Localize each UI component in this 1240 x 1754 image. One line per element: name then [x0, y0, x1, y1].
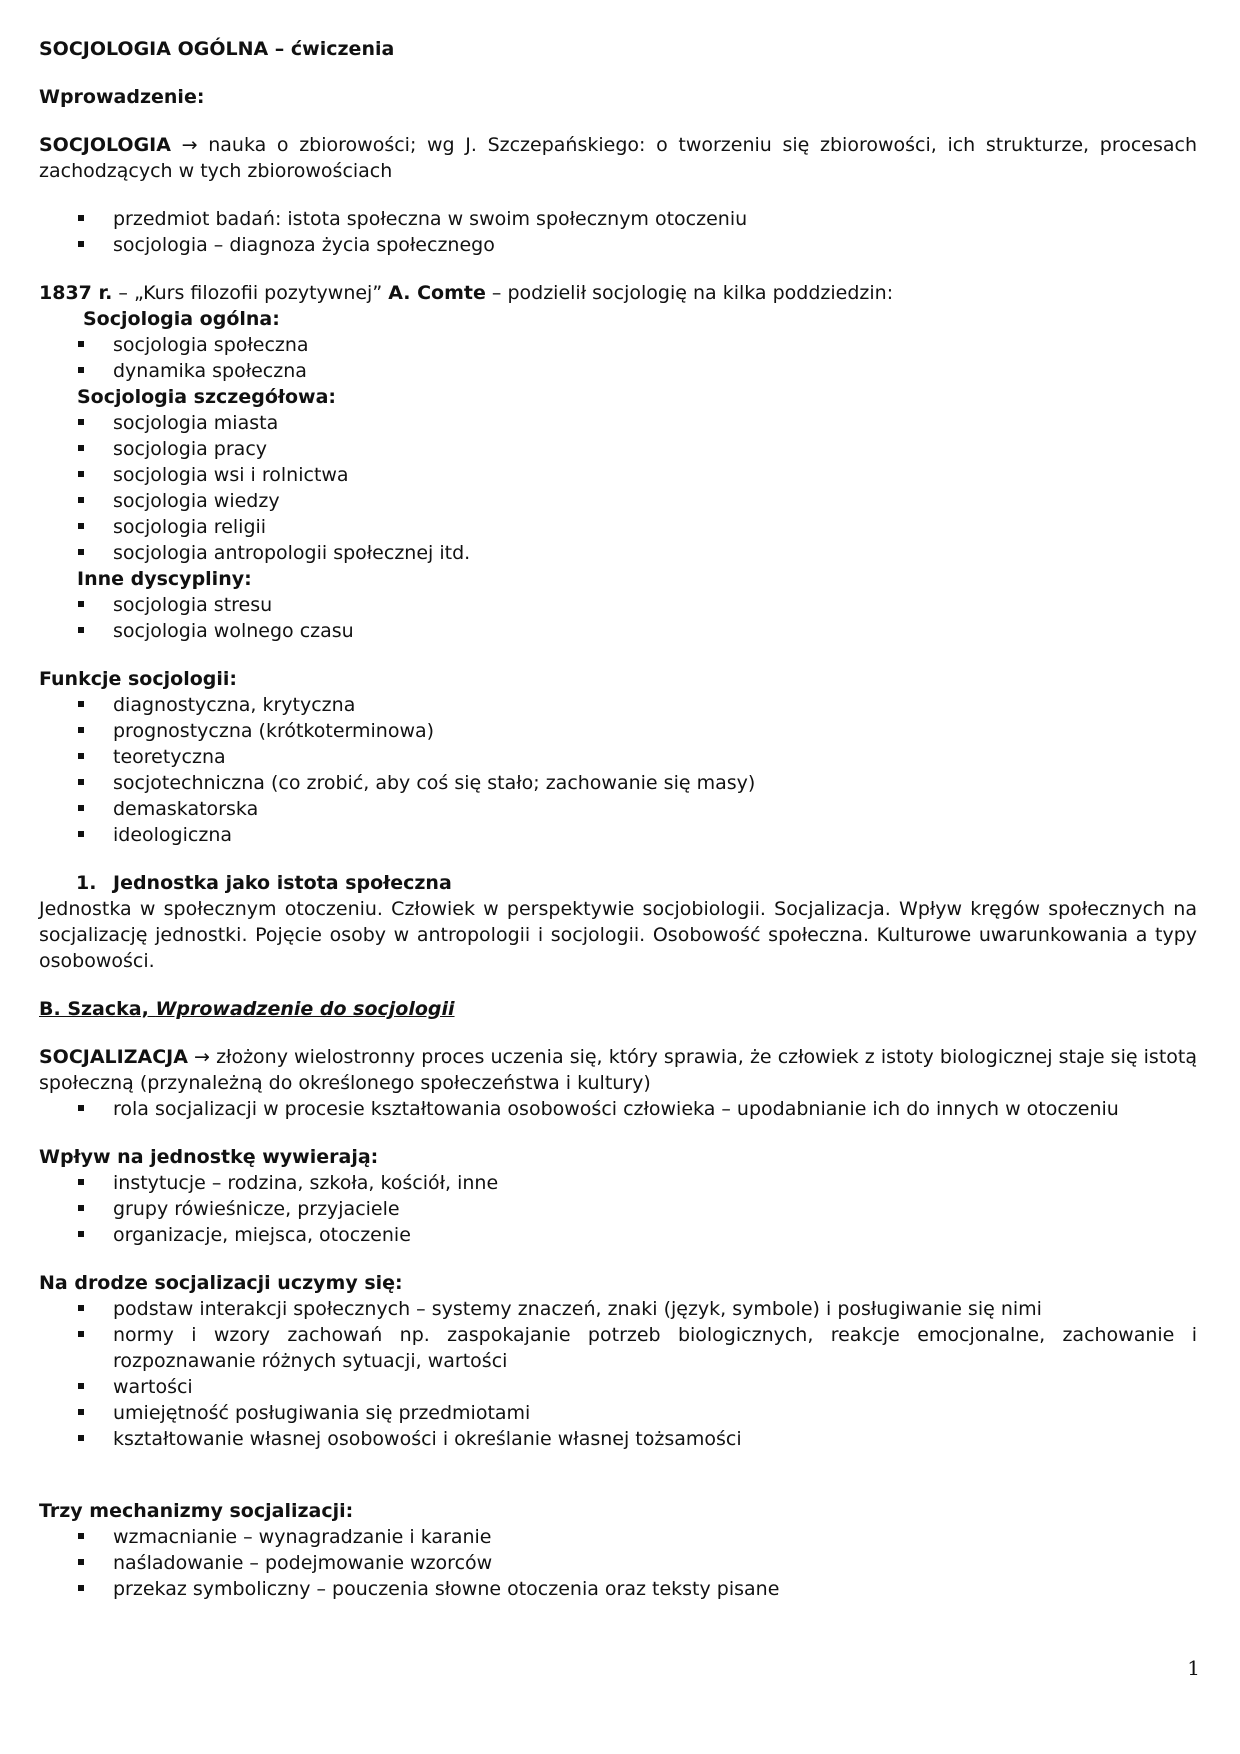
list-item: organizacje, miejsca, otoczenie [39, 1222, 1197, 1248]
list-item: socjologia – diagnoza życia społecznego [39, 232, 1197, 258]
section-text: Jednostka w społecznym otoczeniu. Człowiek w perspektywie socjobiologii. Socjalizacja. Wpływ kręgów społecznych na socjalizację jednostki. Pojęcie osoby w antropologii i socjologii. Osobowość społeczna. Kulturowe uwarunkowania a typy osobowości. [39, 898, 1197, 972]
socjalizacja-term: SOCJALIZACJA [39, 1046, 188, 1068]
list-item: socjologia stresu [39, 592, 1197, 618]
list-item: teoretyczna [39, 744, 1197, 770]
detailed-list [39, 410, 1197, 566]
comte-text-2: – podzielił socjologię na kilka poddziedzin: [485, 282, 894, 304]
list-item: socjologia religii [39, 514, 1197, 540]
socjalizacja-paragraph [39, 1044, 1197, 1096]
list-item: instytucje – rodzina, szkoła, kościół, inne [39, 1170, 1197, 1196]
learning-heading: Na drodze socjalizacji uczymy się: [39, 1272, 403, 1294]
list-item: demaskatorska [39, 796, 1197, 822]
definition-paragraph [39, 132, 1197, 184]
list-item: normy i wzory zachowań np. zaspokajanie potrzeb biologicznych, reakcje emocjonalne, zachowanie i rozpoznawanie różnych sytuacji, wartości [39, 1322, 1197, 1374]
intro-list [39, 206, 1197, 258]
reference-author: B. Szacka, [39, 998, 156, 1020]
list-item: socjologia pracy [39, 436, 1197, 462]
list-item: rola socjalizacji w procesie kształtowania osobowości człowieka – upodabnianie ich do innych w otoczeniu [39, 1096, 1197, 1122]
list-item: dynamika społeczna [39, 358, 1197, 384]
list-item: socjologia miasta [39, 410, 1197, 436]
list-item: socjologia społeczna [39, 332, 1197, 358]
reference [39, 996, 1197, 1022]
list-item: socjologia antropologii społecznej itd. [39, 540, 1197, 566]
definition-text: nauka o zbiorowości; wg J. Szczepańskiego: o tworzeniu się zbiorowości, ich strukturze, procesach zachodzących w tych zbiorowościach [39, 134, 1197, 182]
list-item: podstaw interakcji społecznych – systemy znaczeń, znaki (język, symbole) i posługiwanie się nimi [39, 1296, 1197, 1322]
other-heading: Inne dyscypliny: [77, 568, 252, 590]
list-item: socjotechniczna (co zrobić, aby coś się stało; zachowanie się masy) [39, 770, 1197, 796]
general-list [39, 332, 1197, 384]
other-list [39, 592, 1197, 644]
page-number: 1 [1187, 1656, 1200, 1680]
detailed-heading: Socjologia szczegółowa: [77, 386, 336, 408]
list-item: socjologia wolnego czasu [39, 618, 1197, 644]
comte-text-1: – „Kurs filozofii pozytywnej” [112, 282, 389, 304]
list-item: socjologia wsi i rolnictwa [39, 462, 1197, 488]
intro-heading: Wprowadzenie: [39, 86, 205, 108]
section-number: 1. [76, 872, 97, 894]
socjalizacja-list [39, 1096, 1197, 1122]
influence-heading: Wpływ na jednostkę wywierają: [39, 1146, 379, 1168]
document-title: SOCJOLOGIA OGÓLNA – ćwiczenia [39, 38, 395, 60]
comte-year: 1837 r. [39, 282, 113, 304]
reference-work: Wprowadzenie do socjologii [155, 998, 455, 1020]
functions-list [39, 692, 1197, 848]
arrow-icon: → [194, 1046, 210, 1068]
arrow-icon: → [181, 134, 198, 156]
list-item: socjologia wiedzy [39, 488, 1197, 514]
list-item: kształtowanie własnej osobowości i określanie własnej tożsamości [39, 1426, 1197, 1452]
list-item: ideologiczna [39, 822, 1197, 848]
general-heading: Socjologia ogólna: [83, 308, 280, 330]
mechanisms-heading: Trzy mechanizmy socjalizacji: [39, 1500, 354, 1522]
mechanisms-list [39, 1524, 1197, 1602]
learning-list [39, 1296, 1197, 1452]
socjalizacja-text: złożony wielostronny proces uczenia się, który sprawia, że człowiek z istoty biologicznej staje się istotą społeczną (przynależną do określonego społeczeństwa i kultury) [39, 1046, 1197, 1094]
influence-list [39, 1170, 1197, 1248]
list-item: naśladowanie – podejmowanie wzorców [39, 1550, 1197, 1576]
document-page [39, 36, 1197, 1602]
comte-author: A. Comte [388, 282, 486, 304]
list-item: umiejętność posługiwania się przedmiotami [39, 1400, 1197, 1426]
list-item: przedmiot badań: istota społeczna w swoim społecznym otoczeniu [39, 206, 1197, 232]
section-heading [39, 870, 1197, 896]
list-item: wartości [39, 1374, 1197, 1400]
list-item: diagnostyczna, krytyczna [39, 692, 1197, 718]
functions-heading: Funkcje socjologii: [39, 668, 237, 690]
list-item: prognostyczna (krótkoterminowa) [39, 718, 1197, 744]
list-item: grupy rówieśnicze, przyjaciele [39, 1196, 1197, 1222]
section-title: Jednostka jako istota społeczna [113, 872, 452, 894]
definition-term: SOCJOLOGIA [39, 134, 171, 156]
comte-paragraph [39, 280, 1197, 306]
list-item: przekaz symboliczny – pouczenia słowne otoczenia oraz teksty pisane [39, 1576, 1197, 1602]
list-item: wzmacnianie – wynagradzanie i karanie [39, 1524, 1197, 1550]
